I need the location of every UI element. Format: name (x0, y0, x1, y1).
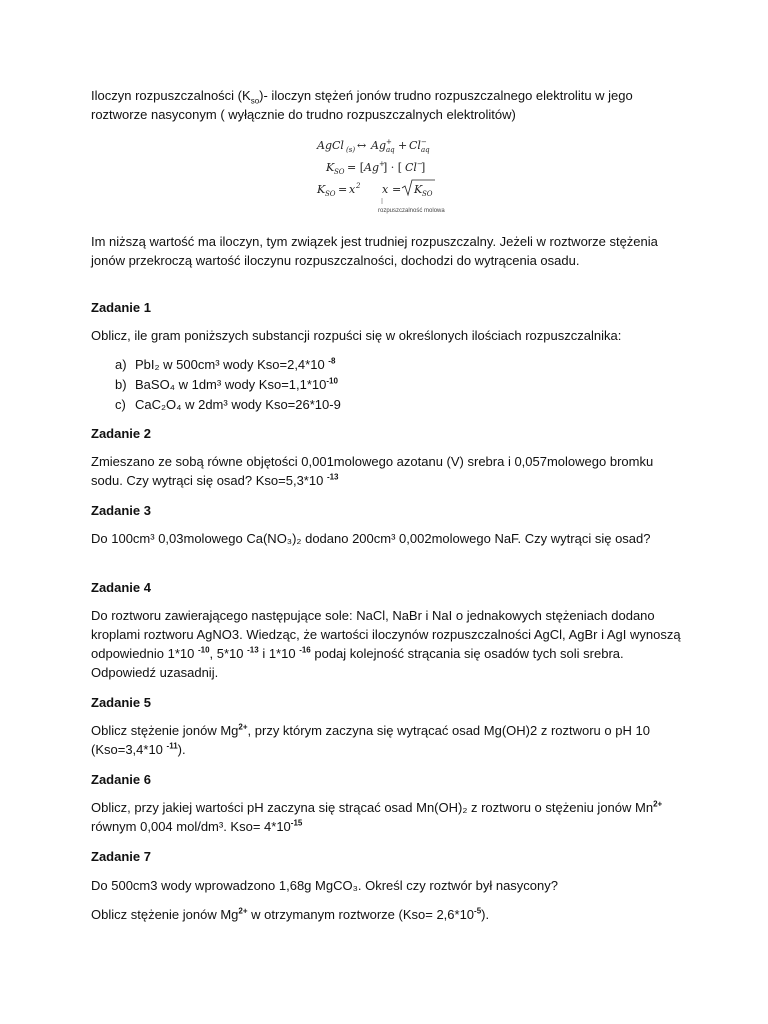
task-1-heading: Zadanie 1 (91, 300, 151, 315)
task-1-list (91, 355, 691, 415)
svg-text:]: ] (421, 161, 426, 174)
svg-text:+: + (386, 138, 392, 146)
svg-text:−: − (421, 138, 427, 146)
task-4-heading: Zadanie 4 (91, 580, 151, 595)
intro-definition: - iloczyn stężeń jonów trudno rozpuszczalnego elektrolitu w jego roztworze nasyconym ( wyłącznie do trudno rozpuszczalnych elektrolitów) (91, 88, 633, 122)
svg-text:aq: aq (386, 146, 395, 154)
svg-text:=: = (392, 183, 402, 196)
task-5-text: Oblicz stężenie jonów $Mg^{2+}$, przy którym zaczyna się wytrącać osad Mg(OH)2 z roztworu o pH 10 (Kso=3,4*10 $^{-11}$). (91, 722, 650, 757)
svg-text:K: K (317, 183, 326, 196)
ksp-subscript: so (250, 96, 260, 106)
description-paragraph: Im niższą wartość ma iloczyn, tym związek jest trudniej rozpuszczalny. Jeżeli w roztworze stężenia jonów przekroczą wartość iloczynu rozpuszczalności, dochodzi do wytrącenia osadu. (91, 234, 658, 268)
svg-text:x: x (382, 183, 389, 196)
svg-text:2: 2 (356, 182, 361, 190)
svg-text:(s): (s) (346, 146, 356, 154)
svg-text:Ag: Ag (364, 161, 379, 174)
task-7-heading: Zadanie 7 (91, 849, 151, 864)
list-item: a) PbI₂ w 500cm³ wody Kso=2,4*10 $^{-8}$ (115, 356, 336, 372)
svg-text:Cl: Cl (405, 161, 417, 174)
svg-text:] · [: ] · [ (383, 161, 403, 174)
svg-text:+: + (379, 160, 385, 168)
task-1-text: Oblicz, ile gram poniższych substancji rozpuści się w określonych ilościach rozpuszczalnika: (91, 328, 622, 343)
svg-text:AgCl: AgCl (317, 139, 344, 152)
svg-text:+: + (398, 139, 408, 152)
task-3-heading: Zadanie 3 (91, 503, 151, 518)
task-4-text: Do roztworu zawierającego następujące sole: NaCl, NaBr i NaI o jednakowych stężeniach dodano kroplami roztworu AgNO3. Wiedząc, że wartości iloczynów rozpuszczalności AgCl, AgBr i AgI wynoszą odpowiednio 1*10 $^{-10}$, 5*10 $^{-13}$ i 1*10 $^{-16}$ podaj kolejność strącania się osadów tych soli srebra. Odpowiedź uzasadnij. (91, 608, 681, 680)
task-7-text-2: Oblicz stężenie jonów $Mg^{2+}$ w otrzymanym roztworze $(Kso= 2,6*10^{-5})$. (91, 906, 490, 922)
svg-text:Ag: Ag (371, 139, 386, 152)
svg-text:Cl: Cl (409, 139, 421, 152)
task-6-text: Oblicz, przy jakiej wartości pH zaczyna się strącać osad Mn(OH)₂ z roztworu o stężeniu jonów $Mn^{2+}$ równym 0,004 mol/dm³. $Kso= 4*10^{-15}$ (91, 799, 663, 834)
svg-text:x: x (349, 183, 356, 196)
svg-text:= [: = [ (347, 161, 365, 174)
svg-text:SO: SO (325, 190, 336, 198)
svg-text:aq: aq (421, 146, 430, 154)
list-item: b) BaSO₄ w 1dm³ wody $Kso=1,1*10^{-10}$ (115, 376, 338, 392)
task-6-heading: Zadanie 6 (91, 772, 151, 787)
intro-paragraph: Iloczyn rozpuszczalności $(K_{so})-$ iloczyn stężeń jonów trudno rozpuszczalnego elektrolitu w jego roztworze nasyconym ( wyłącznie do trudno rozpuszczalnych elektrolitów) (91, 88, 633, 122)
svg-text:↔: ↔ (357, 139, 367, 152)
task-2-heading: Zadanie 2 (91, 426, 151, 441)
formula-caption: rozpuszczalność molowa (378, 208, 445, 214)
list-item: c) CaC₂O₄ w 2dm³ wody Kso=26*10-9 (115, 397, 341, 412)
svg-text:SO: SO (422, 190, 433, 198)
ksp-symbol: K (242, 88, 251, 103)
task-5-heading: Zadanie 5 (91, 695, 151, 710)
svg-text:−: − (417, 160, 423, 168)
svg-text:K: K (414, 183, 423, 196)
svg-text:SO: SO (334, 168, 345, 176)
solubility-product-formula (312, 136, 472, 216)
svg-text:=: = (338, 183, 348, 196)
task-7-text-1: Do 500cm3 wody wprowadzono 1,68g MgCO₃. Określ czy roztwór był nasycony? (91, 878, 558, 893)
task-3-text: Do 100cm³ 0,03molowego Ca(NO₃)₂ dodano 200cm³ 0,002molowego NaF. Czy wytrąci się osad? (91, 531, 651, 546)
task-2-text: Zmieszano ze sobą równe objętości 0,001molowego azotanu (V) srebra i 0,057molowego bromku sodu. Czy wytrąci się osad? Kso=5,3*10 $^{-13}$ (91, 454, 654, 488)
svg-text:K: K (326, 161, 335, 174)
intro-term: Iloczyn rozpuszczalności (91, 88, 235, 103)
